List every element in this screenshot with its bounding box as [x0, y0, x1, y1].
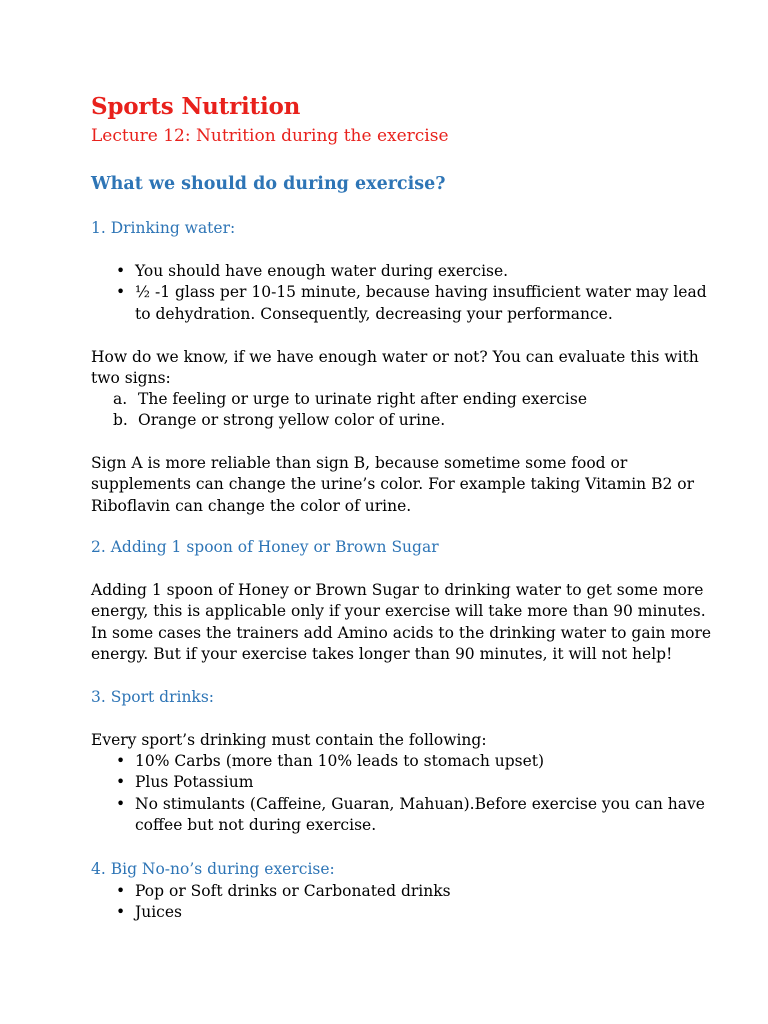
big-no-nos-bullet-list: [91, 881, 451, 924]
sport-drinks-intro: [91, 730, 691, 751]
bullet-line: • ½ -1 glass per 10-15 minute, because having insufficient water may lead: [135, 283, 707, 302]
paragraph-line: supplements can change the urine’s color. For example taking Vitamin B2 or: [91, 475, 694, 494]
honey-sugar-paragraph: [91, 580, 712, 665]
paragraph-line: Adding 1 spoon of Honey or Brown Sugar to drinking water to get some more: [91, 581, 704, 599]
water-signs-list: [91, 389, 587, 432]
paragraph-line: In some cases the trainers add Amino acids to the drinking water to gain more: [91, 623, 712, 642]
list-marker: b.: [113, 411, 128, 430]
bullet-line: • Plus Potassium: [135, 773, 254, 792]
drinking-water-bullet-list: [91, 261, 707, 325]
section-heading-sport-drinks: 3. Sport drinks:: [91, 688, 214, 706]
paragraph-line: How do we know, if we have enough water or not? You can evaluate this with: [91, 348, 699, 366]
list-item: [91, 261, 707, 282]
paragraph-line: energy. But if your exercise takes longer than 90 minutes, it will not help!: [91, 644, 673, 663]
bullet-line: • Juices: [135, 903, 182, 922]
sport-drinks-bullet-list: [91, 751, 705, 836]
bullet-line: • No stimulants (Caffeine, Guaran, Mahuan).Before exercise you can have: [135, 794, 705, 813]
list-item: [91, 410, 587, 431]
bullet-line: coffee but not during exercise.: [135, 815, 377, 834]
list-item: [91, 881, 451, 902]
list-item: [91, 282, 707, 325]
list-item-text: The feeling or urge to urinate right after ending exercise: [138, 390, 587, 408]
main-question-heading: What we should do during exercise?: [91, 174, 446, 194]
lecture-subtitle: Lecture 12: Nutrition during the exercise: [91, 126, 449, 146]
paragraph-line: Sign A is more reliable than sign B, because sometime some food or: [91, 454, 628, 472]
list-item: [91, 751, 705, 772]
list-marker: a.: [113, 390, 128, 408]
bullet-line: • Pop or Soft drinks or Carbonated drinks: [135, 882, 451, 900]
bullet-line: • You should have enough water during exercise.: [135, 262, 509, 280]
document-title: Sports Nutrition: [91, 93, 301, 120]
section-heading-big-no-nos: 4. Big No-no’s during exercise:: [91, 860, 335, 878]
list-item: [91, 772, 705, 793]
section-heading-drinking-water: 1. Drinking water:: [91, 219, 236, 237]
paragraph-line: Riboflavin can change the color of urine.: [91, 496, 412, 515]
water-evaluation-paragraph: [91, 347, 699, 390]
section-heading-honey-sugar: 2. Adding 1 spoon of Honey or Brown Sugar: [91, 538, 439, 556]
list-item: [91, 794, 705, 837]
paragraph-line: two signs:: [91, 369, 171, 388]
bullet-line: • 10% Carbs (more than 10% leads to stomach upset): [135, 752, 545, 770]
list-item-text: Orange or strong yellow color of urine.: [138, 411, 446, 430]
paragraph-line: Every sport’s drinking must contain the following:: [91, 731, 487, 749]
paragraph-line: energy, this is applicable only if your exercise will take more than 90 minutes.: [91, 602, 706, 621]
list-item: [91, 389, 587, 410]
list-item: [91, 902, 451, 923]
sign-reliability-paragraph: [91, 453, 694, 517]
bullet-line: to dehydration. Consequently, decreasing your performance.: [135, 304, 613, 323]
